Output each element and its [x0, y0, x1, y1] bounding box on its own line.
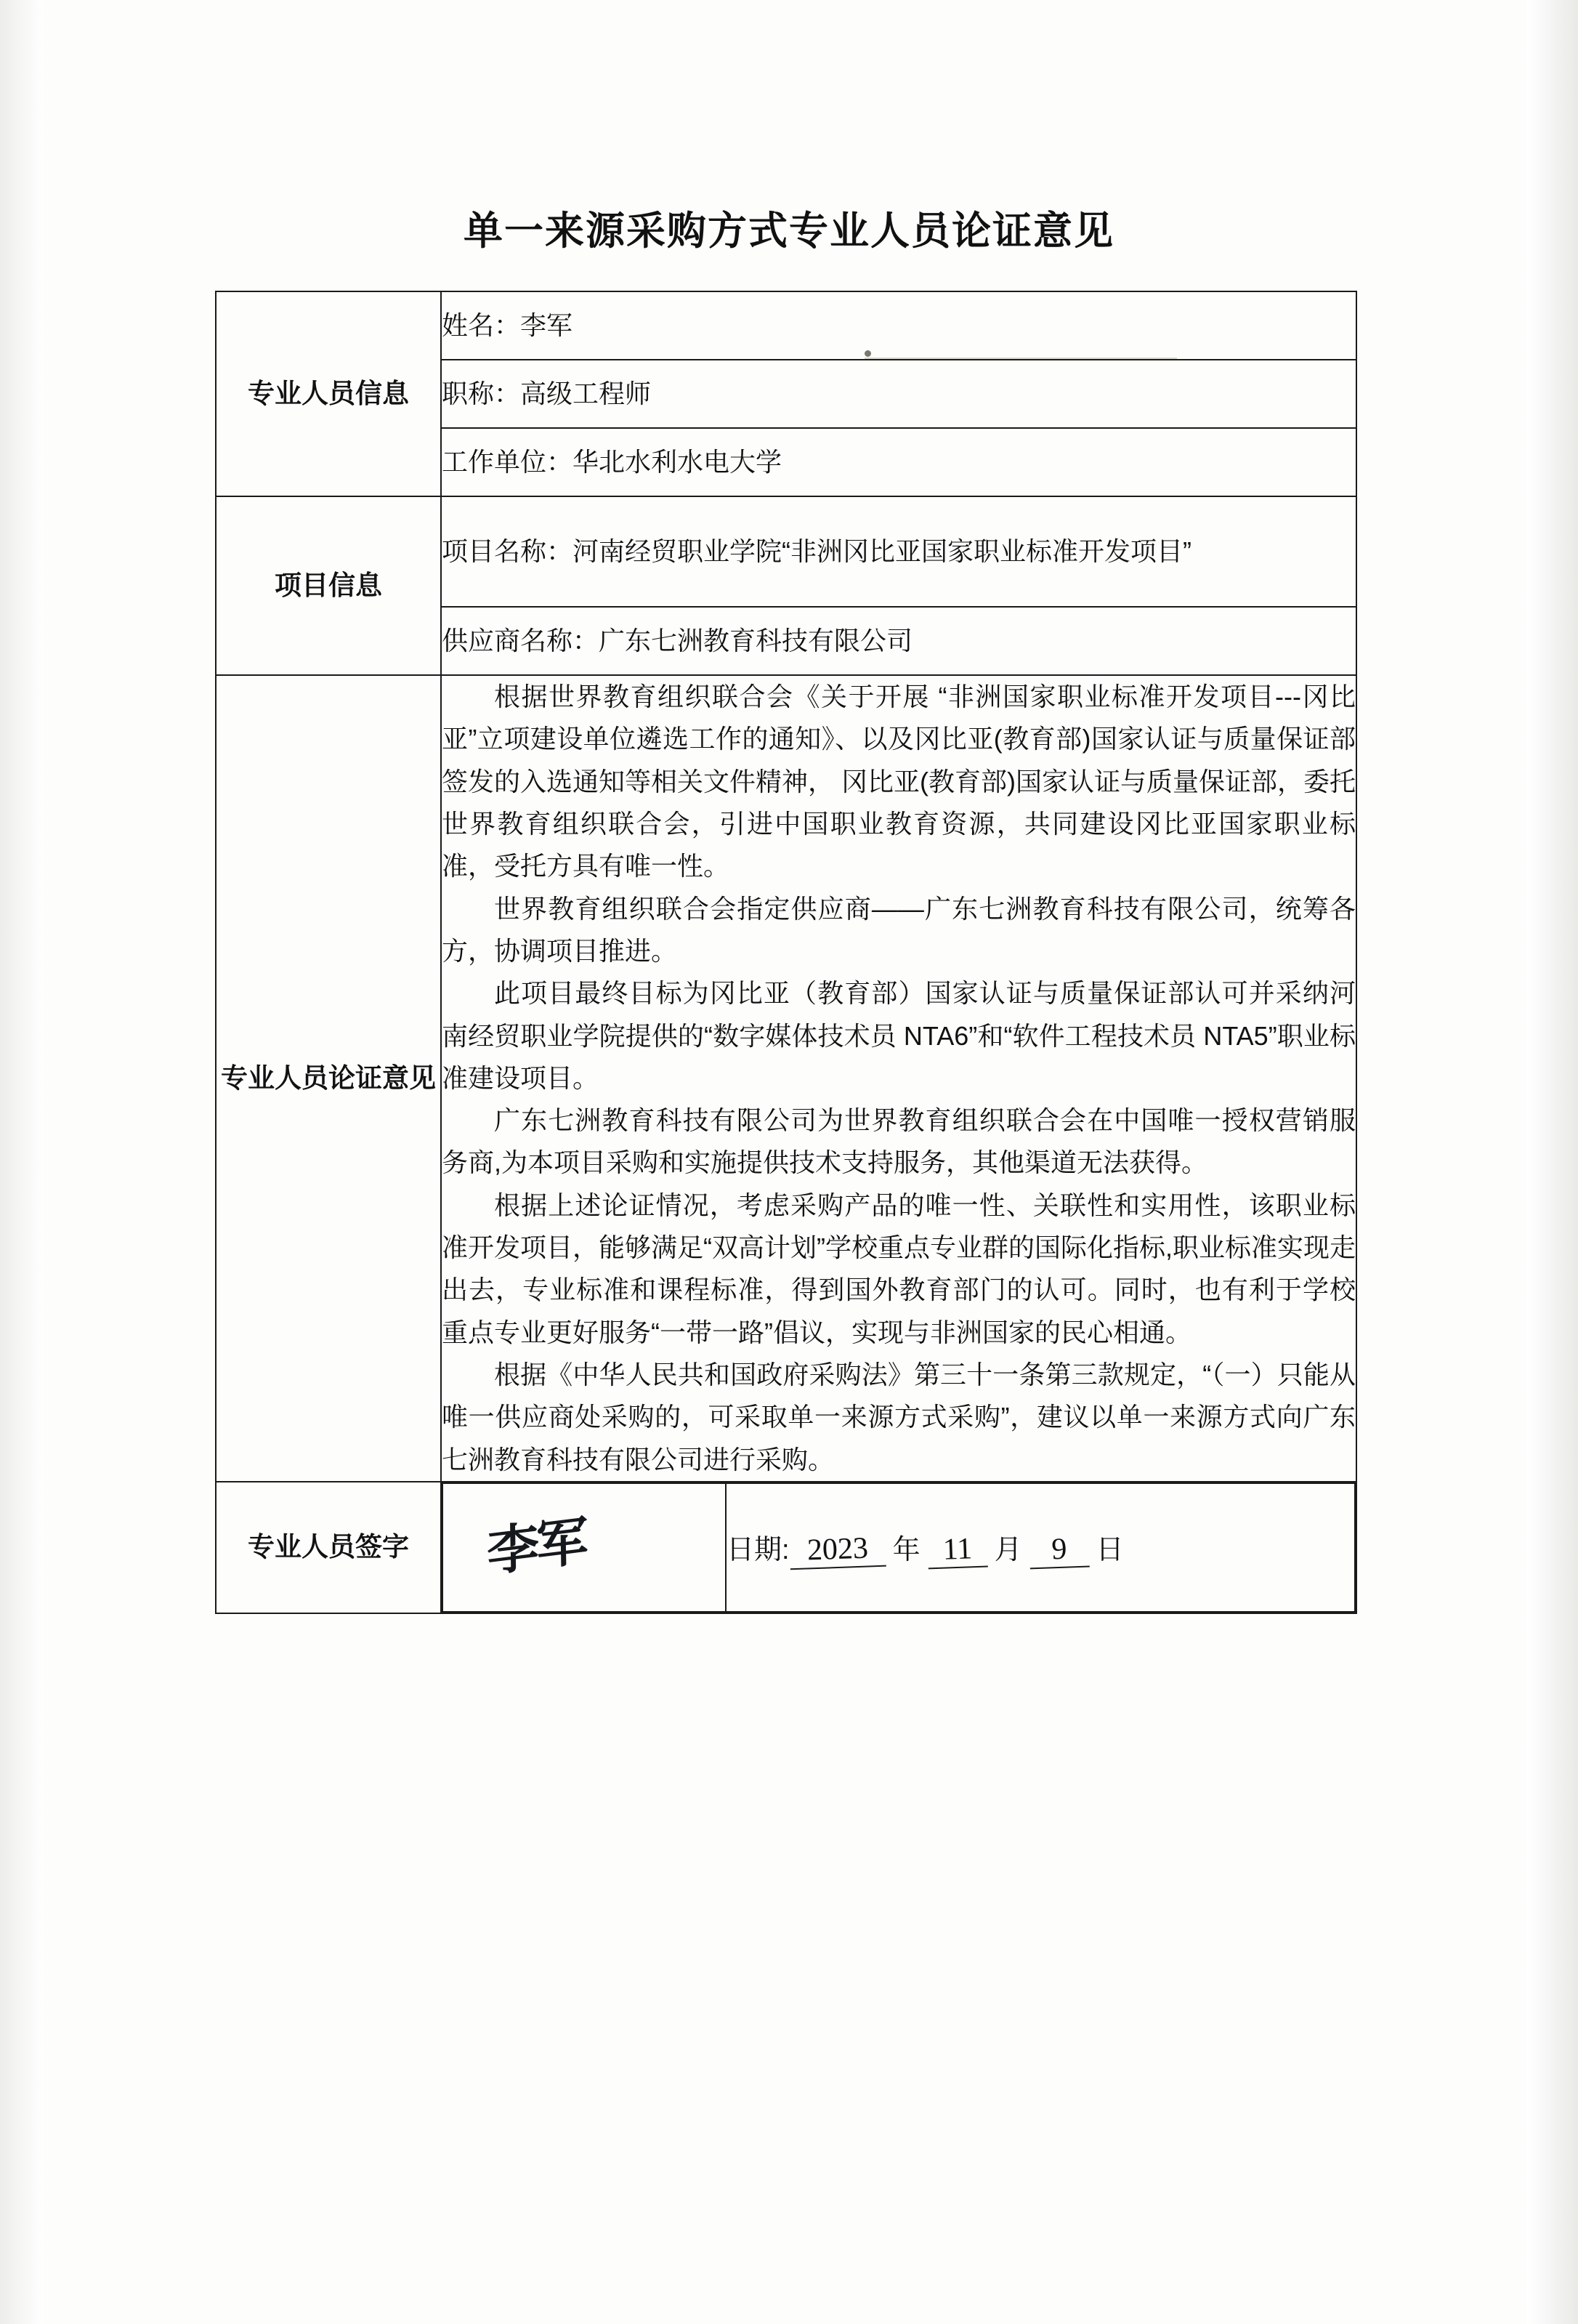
date-day-unit: 日: [1096, 1534, 1124, 1565]
opinion-paragraph: 广东七洲教育科技有限公司为世界教育组织联合会在中国唯一授权营销服务商,为本项目采购和实施提供技术支持服务，其他渠道无法获得。: [442, 1105, 1356, 1178]
signature-field: [442, 1483, 726, 1612]
person-info-label: 专业人员信息: [216, 291, 441, 496]
project-info-label: 项目信息: [216, 496, 441, 675]
date-prefix-label: 日期:: [727, 1534, 790, 1565]
page-title: 单一来源采购方式专业人员论证意见: [464, 209, 1114, 253]
table-row: [216, 1482, 1356, 1613]
table-row: [216, 291, 1356, 360]
date-day-value: 9: [1029, 1531, 1090, 1570]
page-edge-shadow-left: [0, 0, 44, 2324]
date-field: [726, 1483, 1355, 1612]
opinion-paragraph: 根据世界教育组织联合会《关于开展 “非洲国家职业标准开发项目---冈比亚”立项建设单位遴选工作的通知》、以及冈比亚(教育部)国家认证与质量保证部签发的入选通知等相关文件精神， 冈比亚(教育部)国家认证与质量保证部，委托世界教育组织联合会，引进中国职业教育资源，共同建设冈比亚国家职业标准，受托方具有唯一性。: [442, 682, 1356, 881]
handwritten-signature: 李军: [486, 1512, 586, 1583]
opinion-paragraph: 根据《中华人民共和国政府采购法》第三十一条第三款规定，“（一）只能从唯一供应商处采购的，可采取单一来源方式采购”，建议以单一来源方式向广东七洲教育科技有限公司进行采购。: [442, 1360, 1356, 1474]
person-employer-field: 工作单位：华北水利水电大学: [441, 428, 1356, 496]
person-title-field: 职称：高级工程师: [441, 360, 1356, 428]
opinion-paragraph: 根据上述论证情况，考虑采购产品的唯一性、关联性和实用性，该职业标准开发项目，能够满足“双高计划”学校重点专业群的国际化指标,职业标准实现走出去，专业标准和课程标准，得到国外教育部门的认可。同时，也有利于学校重点专业更好服务“一带一路”倡议，实现与非洲国家的民心相通。: [442, 1190, 1356, 1347]
opinion-paragraph: 世界教育组织联合会指定供应商——广东七洲教育科技有限公司，统筹各方，协调项目推进。: [442, 893, 1356, 966]
page-edge-shadow-right: [1527, 0, 1578, 2324]
date-month-value: 11: [927, 1531, 988, 1570]
person-name-field: 姓名：李军: [441, 291, 1356, 360]
project-name-field: 项目名称：河南经贸职业学院“非洲冈比亚国家职业标准开发项目”: [441, 496, 1356, 607]
date-year-unit: 年: [892, 1534, 920, 1565]
table-row: [216, 496, 1356, 607]
opinion-label: 专业人员论证意见: [216, 675, 441, 1482]
form-table: [215, 291, 1357, 1614]
signature-date-cell: [441, 1482, 1356, 1613]
table-row: [216, 675, 1356, 1482]
signature-label: 专业人员签字: [216, 1482, 441, 1613]
opinion-body: [441, 675, 1356, 1482]
opinion-paragraph: 此项目最终目标为冈比亚（教育部）国家认证与质量保证部认可并采纳河南经贸职业学院提供的“数字媒体技术员 NTA6”和“软件工程技术员 NTA5”职业标准建设项目。: [442, 978, 1356, 1093]
signature-date-table: [442, 1482, 1356, 1613]
date-month-unit: 月: [994, 1534, 1022, 1565]
date-year-value: 2023: [789, 1530, 886, 1570]
supplier-name-field: 供应商名称：广东七洲教育科技有限公司: [441, 607, 1356, 675]
